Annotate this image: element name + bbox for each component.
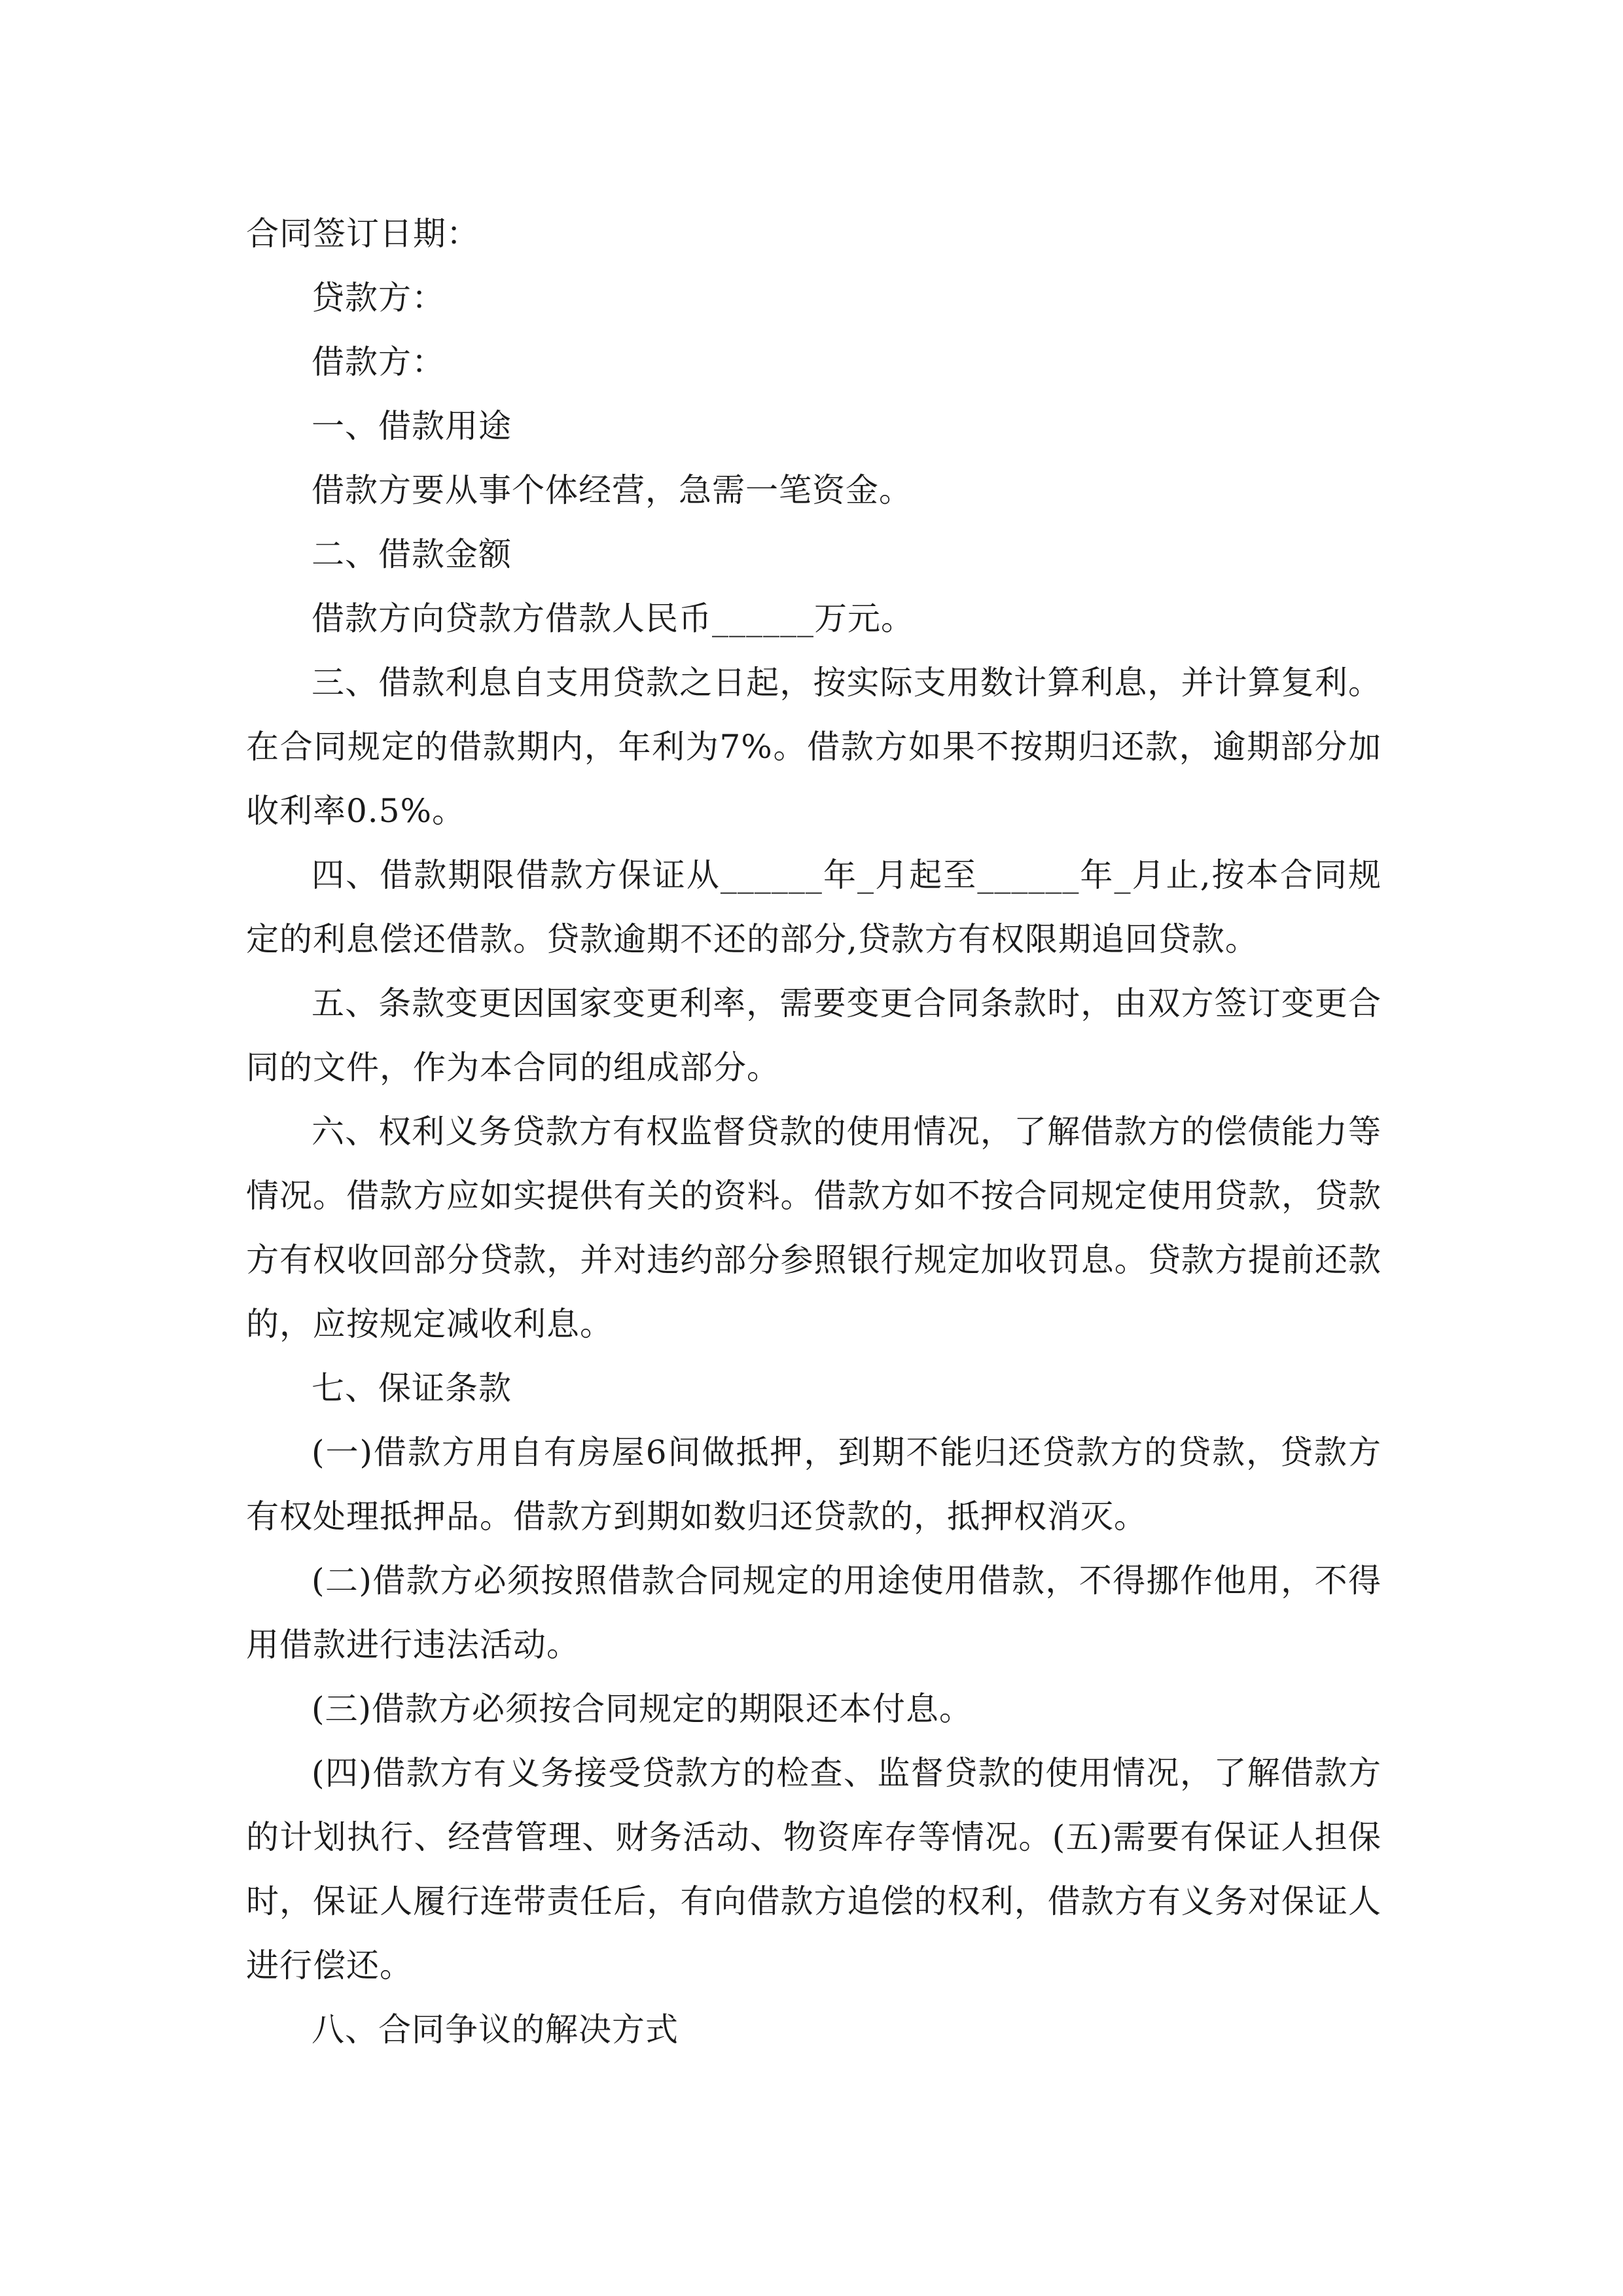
section-heading-amount: 二、借款金额 — [312, 535, 512, 573]
paragraph-rights: 六、权利义务贷款方有权监督贷款的使用情况，了解借款方的偿债能力等情况。借款方应如实提供有关的资料。借款方如不按合同规定使用贷款，贷款方有权收回部分贷款，并对违约部分参照银行规定加收罚息。贷款方提前还款的，应按规定减收利息。 — [246, 1113, 1382, 1343]
paragraph-guarantee-3: (三)借款方必须按合同规定的期限还本付息。 — [312, 1690, 973, 1728]
section-heading-purpose: 一、借款用途 — [312, 407, 512, 445]
paragraph-term: 四、借款期限借款方保证从______年_月起至______年_月止,按本合同规定的利息偿还借款。贷款逾期不还的部分,贷款方有权限期追回贷款。 — [246, 856, 1382, 958]
section-heading-guarantee: 七、保证条款 — [312, 1369, 512, 1407]
paragraph-guarantee-4: (四)借款方有义务接受贷款方的检查、监督贷款的使用情况，了解借款方的计划执行、经营管理、财务活动、物资库存等情况。(五)需要有保证人担保时，保证人履行连带责任后，有向借款方追偿的权利，借款方有义务对保证人进行偿还。 — [246, 1754, 1382, 1984]
lender-line: 贷款方： — [312, 279, 445, 317]
paragraph-amount: 借款方向贷款方借款人民币______万元。 — [312, 600, 914, 637]
signing-date-line: 合同签订日期： — [246, 215, 480, 253]
paragraph-changes: 五、条款变更因国家变更利率，需要变更合同条款时，由双方签订变更合同的文件，作为本合同的组成部分。 — [246, 984, 1382, 1086]
paragraph-guarantee-2: (二)借款方必须按照借款合同规定的用途使用借款，不得挪作他用，不得用借款进行违法活动。 — [246, 1562, 1382, 1664]
paragraph-interest: 三、借款利息自支用贷款之日起，按实际支用数计算利息，并计算复利。在合同规定的借款期内，年利为7%。借款方如果不按期归还款，逾期部分加收利率0.5%。 — [246, 664, 1382, 830]
borrower-line: 借款方： — [312, 343, 445, 381]
paragraph-guarantee-1: (一)借款方用自有房屋6间做抵押，到期不能归还贷款方的贷款，贷款方有权处理抵押品。借款方到期如数归还贷款的，抵押权消灭。 — [246, 1433, 1382, 1535]
contract-body — [246, 202, 1382, 2062]
paragraph-purpose: 借款方要从事个体经营，急需一笔资金。 — [312, 471, 912, 509]
section-heading-dispute: 八、合同争议的解决方式 — [312, 2011, 679, 2049]
